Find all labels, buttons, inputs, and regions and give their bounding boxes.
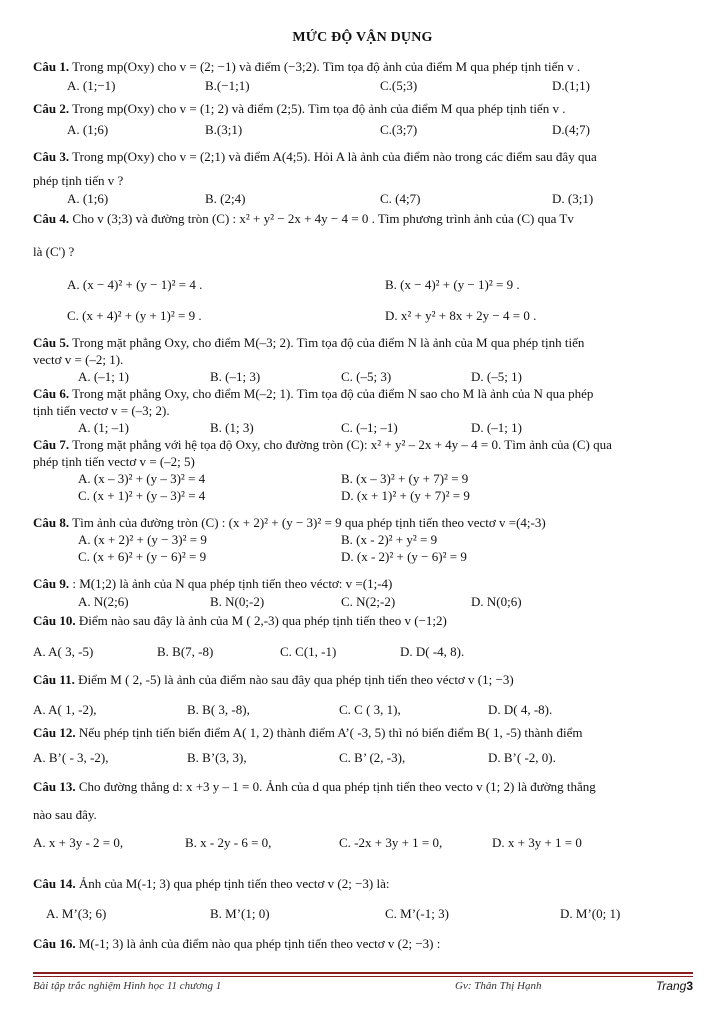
footer-teacher: Gv: Thân Thị Hạnh — [455, 980, 542, 992]
question-13 — [33, 778, 693, 795]
answer-b: B. (–1; 3) — [210, 369, 261, 384]
question-13-line2: nào sau đây. — [33, 807, 97, 822]
question-2 — [33, 100, 693, 117]
answer-a: A. (1;−1) — [67, 78, 116, 93]
answer-a: A. (1;6) — [67, 122, 109, 137]
question-16 — [33, 935, 693, 952]
answer-a: A. (–1; 1) — [78, 369, 129, 384]
answer-b: B. (x – 3)² + (y + 7)² = 9 — [341, 471, 469, 486]
question-text: Ảnh của M(-1; 3) qua phép tịnh tiến theo vectơ v (2; −3) là: — [78, 876, 390, 891]
answer-b: B. N(0;-2) — [210, 594, 265, 609]
question-5 — [33, 334, 693, 351]
answer-a: A. A( 3, -5) — [33, 644, 94, 659]
answer-c: C.(5;3) — [380, 78, 418, 93]
answer-d: D. (x - 2)² + (y − 6)² = 9 — [341, 549, 467, 564]
answer-d: D. x + 3y + 1 = 0 — [492, 835, 582, 850]
question-label: Câu 11. — [33, 672, 75, 687]
question-11 — [33, 671, 693, 688]
answer-b: B. B( 3, -8), — [187, 702, 250, 717]
question-text: Điểm M ( 2, -5) là ảnh của điểm nào sau đây qua phép tịnh tiến theo véctơ v (1; −3) — [78, 672, 514, 687]
answer-c: C.(3;7) — [380, 122, 418, 137]
answer-a: A. (x − 4)² + (y − 1)² = 4 . — [67, 277, 203, 292]
question-text: Tìm ảnh của đường tròn (C) : (x + 2)² + (y − 3)² = 9 qua phép tịnh tiến theo vectơ v =(4;-3) — [72, 515, 546, 530]
answer-d: D. M’(0; 1) — [560, 906, 621, 921]
question-label: Câu 1. — [33, 59, 70, 74]
question-7-line2: phép tịnh tiến vectơ v = (–2; 5) — [33, 454, 195, 469]
answer-c: C. (x + 4)² + (y + 1)² = 9 . — [67, 308, 202, 323]
question-text: Nếu phép tịnh tiến biến điểm A( 1, 2) thành điểm A’( -3, 5) thì nó biến điểm B( 1, -5) thành điểm — [78, 725, 583, 740]
answer-c: C. C ( 3, 1), — [339, 702, 401, 717]
question-text: Cho đường thẳng d: x +3 y – 1 = 0. Ảnh của d qua phép tịnh tiến theo vecto v (1; 2) là đường thẳng — [78, 779, 596, 794]
answer-b: B. (1; 3) — [210, 420, 254, 435]
answer-b: B. M’(1; 0) — [210, 906, 270, 921]
answer-a: A. M’(3; 6) — [46, 906, 107, 921]
page-number: 3 — [686, 979, 693, 993]
question-label: Câu 12. — [33, 725, 76, 740]
footer-divider — [33, 972, 693, 974]
question-text: Cho v (3;3) và đường tròn (C) : x² + y² − 2x + 4y − 4 = 0 . Tìm phương trình ảnh của (C) qua Tv — [72, 211, 574, 226]
answer-a: A. (x + 2)² + (y − 3)² = 9 — [78, 532, 207, 547]
answer-b: B.(3;1) — [205, 122, 243, 137]
answer-a: A. (1;6) — [67, 191, 109, 206]
answer-c: C. -2x + 3y + 1 = 0, — [339, 835, 443, 850]
question-text: : M(1;2) là ảnh của N qua phép tịnh tiến theo véctơ: v =(1;-4) — [72, 576, 393, 591]
answer-a: A. (1; –1) — [78, 420, 129, 435]
question-label: Câu 10. — [33, 613, 76, 628]
answer-b: B. (x - 2)² + y² = 9 — [341, 532, 438, 547]
answer-a: A. (x – 3)² + (y – 3)² = 4 — [78, 471, 206, 486]
answer-d: D. B’( -2, 0). — [488, 750, 556, 765]
question-text: Trong mp(Oxy) cho v = (2; −1) và điểm (−3;2). Tìm tọa độ ảnh của điểm M qua phép tịnh tiến v . — [72, 59, 581, 74]
answer-d: D. (x + 1)² + (y + 7)² = 9 — [341, 488, 470, 503]
answer-b: B. (2;4) — [205, 191, 246, 206]
answer-d: D. D( -4, 8). — [400, 644, 465, 659]
question-label: Câu 13. — [33, 779, 76, 794]
question-5-line2: vectơ v = (–2; 1). — [33, 352, 124, 367]
question-label: Câu 16. — [33, 936, 76, 951]
question-text: Trong mặt phẳng Oxy, cho điểm M(–3; 2). Tìm tọa độ của điểm N là ảnh của M qua phép tịnh tiến — [72, 335, 585, 350]
answer-c: C. M’(-1; 3) — [385, 906, 449, 921]
question-label: Câu 9. — [33, 576, 70, 591]
question-label: Câu 14. — [33, 876, 76, 891]
answer-d: D. D( 4, -8). — [488, 702, 553, 717]
question-label: Câu 7. — [33, 437, 70, 452]
answer-b: B. x - 2y - 6 = 0, — [185, 835, 272, 850]
answer-d: D.(1;1) — [552, 78, 590, 93]
question-text: Trong mặt phẳng Oxy, cho điểm M(–2; 1). Tìm tọa độ của điểm N sao cho M là ảnh của N qua phép — [72, 386, 594, 401]
answer-d: D. x² + y² + 8x + 2y − 4 = 0 . — [385, 308, 537, 323]
question-label: Câu 3. — [33, 149, 70, 164]
answer-c: C. N(2;-2) — [341, 594, 396, 609]
question-label: Câu 2. — [33, 101, 70, 116]
question-text: Trong mặt phẳng với hệ tọa độ Oxy, cho đường tròn (C): x² + y² – 2x + 4y – 4 = 0. Tìm ảnh của (C) qua — [72, 437, 612, 452]
answer-d: D. (–5; 1) — [471, 369, 522, 384]
answer-d: D.(4;7) — [552, 122, 590, 137]
answer-b: B.(−1;1) — [205, 78, 250, 93]
answer-c: C. B’ (2, -3), — [339, 750, 406, 765]
question-4 — [33, 210, 693, 227]
question-text: M(-1; 3) là ảnh của điểm nào qua phép tịnh tiến theo vectơ v (2; −3) : — [78, 936, 441, 951]
answer-c: C. (–1; –1) — [341, 420, 398, 435]
question-3 — [33, 148, 693, 165]
question-label: Câu 8. — [33, 515, 70, 530]
question-label: Câu 4. — [33, 211, 70, 226]
footer-course-title: Bài tập trắc nghiệm Hình học 11 chương 1 — [33, 980, 222, 992]
question-9 — [33, 575, 693, 592]
question-6-line2: tịnh tiến vectơ v = (–3; 2). — [33, 403, 170, 418]
question-4-line2: là (C') ? — [33, 244, 75, 259]
answer-c: C. C(1, -1) — [280, 644, 337, 659]
question-12 — [33, 724, 693, 741]
answer-d: D. (–1; 1) — [471, 420, 522, 435]
answer-b: B. B’(3, 3), — [187, 750, 247, 765]
answer-c: C. (–5; 3) — [341, 369, 392, 384]
answer-c: C. (x + 1)² + (y – 3)² = 4 — [78, 488, 206, 503]
answer-a: A. N(2;6) — [78, 594, 129, 609]
question-text: Trong mp(Oxy) cho v = (2;1) và điểm A(4;5). Hỏi A là ảnh của điểm nào trong các điểm sau đây qua — [72, 149, 597, 164]
answer-a: A. B’( - 3, -2), — [33, 750, 109, 765]
question-7 — [33, 436, 693, 453]
question-8 — [33, 514, 693, 531]
answer-c: C. (4;7) — [380, 191, 421, 206]
question-6 — [33, 385, 693, 402]
answer-a: A. A( 1, -2), — [33, 702, 97, 717]
question-label: Câu 5. — [33, 335, 70, 350]
question-text: Trong mp(Oxy) cho v = (1; 2) và điểm (2;5). Tìm tọa độ ảnh của điểm M qua phép tịnh tiến v . — [72, 101, 566, 116]
answer-b: B. B(7, -8) — [157, 644, 214, 659]
answer-b: B. (x − 4)² + (y − 1)² = 9 . — [385, 277, 520, 292]
question-10 — [33, 612, 693, 629]
question-14 — [33, 875, 693, 892]
question-text: Điểm nào sau đây là ảnh của M ( 2,-3) qua phép tịnh tiến theo v (−1;2) — [78, 613, 447, 628]
question-3-line2: phép tịnh tiến v ? — [33, 173, 124, 188]
question-1 — [33, 58, 693, 75]
page-title: MỨC ĐỘ VẬN DỤNG — [292, 30, 433, 45]
footer-page-number — [656, 979, 693, 993]
page-label: Trang — [655, 979, 687, 993]
answer-c: C. (x + 6)² + (y − 6)² = 9 — [78, 549, 207, 564]
answer-d: D. N(0;6) — [471, 594, 522, 609]
answer-a: A. x + 3y - 2 = 0, — [33, 835, 124, 850]
answer-d: D. (3;1) — [552, 191, 594, 206]
footer-divider-thin — [33, 976, 693, 977]
question-label: Câu 6. — [33, 386, 70, 401]
